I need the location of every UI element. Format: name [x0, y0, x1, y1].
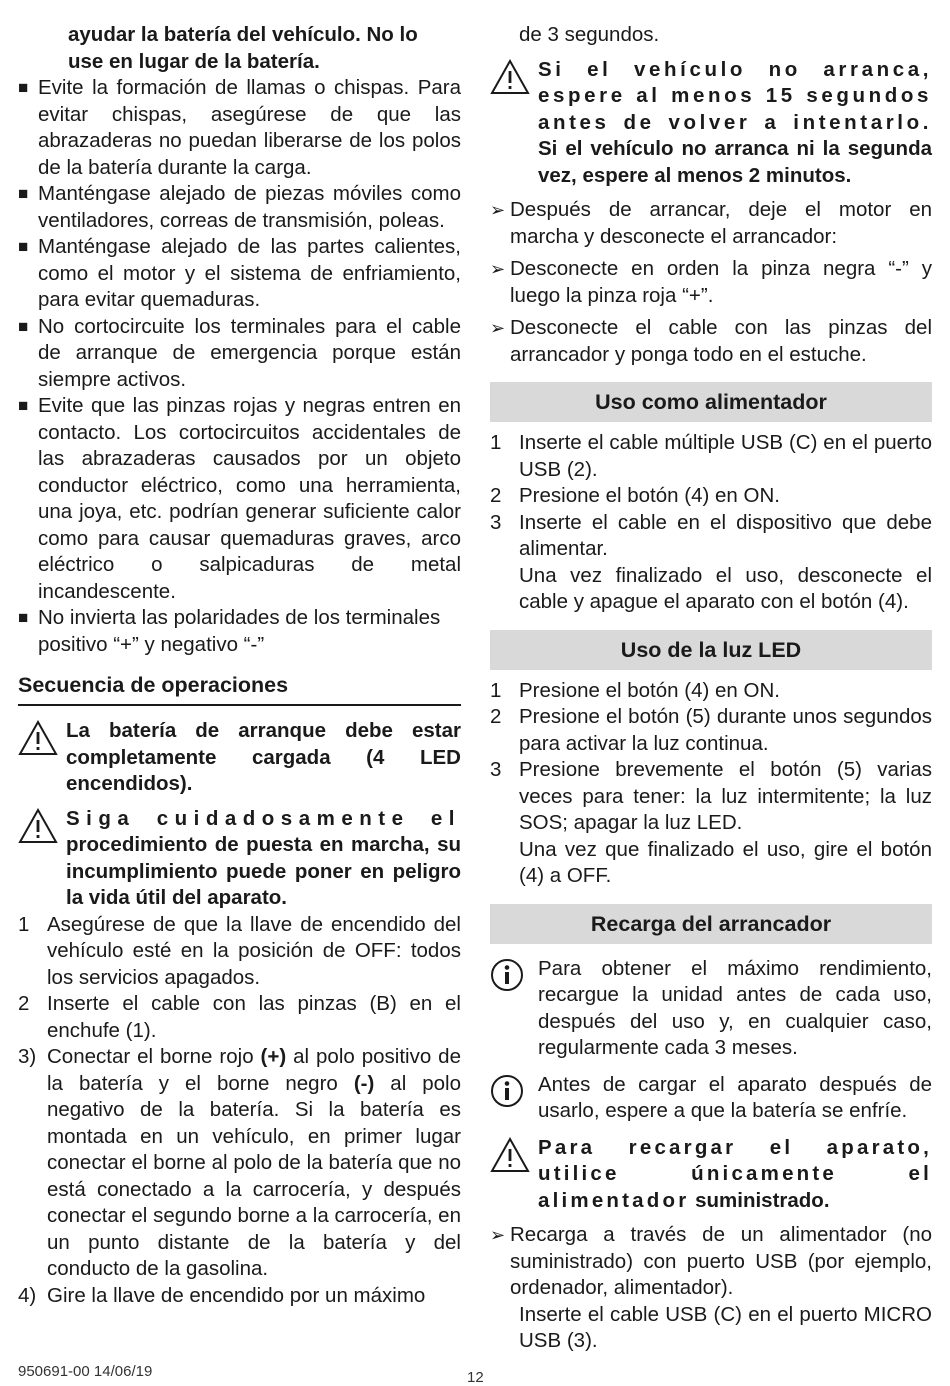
- arrow-bullet-icon: ➢: [490, 259, 506, 279]
- warning-triangle-icon: [490, 1135, 538, 1215]
- warning-block: Siga cuidadosamente el procedimiento de puesta en marcha, su incumplimiento puede poner en peligro la vida útil del aparato.: [18, 806, 461, 912]
- square-bullet-icon: ■: [18, 396, 29, 415]
- section-header-power-supply: Uso como alimentador: [490, 382, 932, 422]
- section-header-led-light: Uso de la luz LED: [490, 630, 932, 670]
- info-icon: [490, 956, 538, 1062]
- warning-block: Para recargar el aparato, utilice únicamente el alimentador suministrado.: [490, 1135, 932, 1215]
- intro-warning-tail: [68, 22, 461, 75]
- arrow-bullet-icon: ➢: [490, 200, 506, 220]
- square-bullet-icon: ■: [18, 316, 29, 336]
- arrow-bullet-icon: ➢: [490, 318, 506, 338]
- warning-triangle-icon: [18, 718, 66, 798]
- warning-triangle-icon: [18, 806, 66, 912]
- document-code: 950691-00 14/06/19: [18, 1363, 153, 1380]
- info-icon: [490, 1072, 538, 1125]
- safety-bullet: ■ No invierta las polaridades de los terminales positivo “+” y negativo “-”: [18, 605, 461, 658]
- right-column: [490, 22, 932, 1355]
- step-item: 4) Gire la llave de encendido por un máximo: [18, 1283, 426, 1307]
- note-text: Una vez finalizado el uso, desconecte el cable y apague el aparato con el botón (4).: [519, 563, 932, 613]
- info-block: Para obtener el máximo rendimiento, recargue la unidad antes de cada uso, después del uso y, en cualquier caso, regularmente cada 3 meses.: [490, 956, 932, 1062]
- step-item: 3 Inserte el cable en el dispositivo que debe alimentar.: [490, 510, 932, 560]
- arrow-item: ➢ Recarga a través de un alimentador (no suministrado) con puerto USB (por ejemplo, ordenador, alimentador).: [490, 1222, 932, 1302]
- intro-line-2: use en lugar de la batería.: [68, 49, 320, 73]
- arrow-item: ➢ Desconecte el cable con las pinzas del arrancador y ponga todo en el estuche.: [490, 315, 932, 368]
- warning-block: Si el vehículo no arranca, espere al menos 15 segundos antes de volver a intentarlo. Si el vehículo no arranca ni la segunda vez, espere al menos 2 minutos.: [490, 57, 932, 190]
- continued-step-text: de 3 segundos.: [519, 23, 660, 46]
- step-item: 1 Asegúrese de que la llave de encendido del vehículo esté en la posición de OFF: todos los servicios apagados.: [18, 912, 461, 989]
- safety-bullet: ■ Manténgase alejado de piezas móviles como ventiladores, correas de transmisión, poleas.: [18, 181, 461, 234]
- square-bullet-icon: ■: [18, 78, 29, 97]
- step-item: 3 Presione brevemente el botón (5) varias veces para tener: la luz intermitente; la luz SOS; apagar la luz LED.: [490, 758, 932, 834]
- square-bullet-icon: ■: [18, 237, 29, 256]
- step-item: 2 Inserte el cable con las pinzas (B) en el enchufe (1).: [18, 992, 461, 1042]
- safety-bullet: ■ Evite la formación de llamas o chispas. Para evitar chispas, asegúrese de que las abrazaderas no puedan liberarse de los polos de la batería durante la carga.: [18, 75, 461, 181]
- safety-bullet: ■ Evite que las pinzas rojas y negras entren en contacto. Los cortocircuitos accidentales de las abrazaderas causados por un objeto conductor eléctrico, como una herramienta, una joya, etc. podrían generar suficiente calor como para causar quemaduras graves, arco eléctrico o salpicaduras de metal incandescente.: [18, 393, 461, 605]
- step-item: 2 Presione el botón (4) en ON.: [490, 484, 780, 507]
- safety-bullet: ■ Manténgase alejado de las partes calientes, como el motor y el sistema de enfriamiento, para evitar quemaduras.: [18, 234, 461, 314]
- section-title-operations: Secuencia de operaciones: [18, 670, 461, 706]
- arrow-item: ➢ Desconecte en orden la pinza negra “-” y luego la pinza roja “+”.: [490, 256, 932, 309]
- section-header-recharge: Recarga del arrancador: [490, 904, 932, 944]
- square-bullet-icon: ■: [18, 608, 29, 627]
- step-item: 2 Presione el botón (5) durante unos segundos para activar la luz continua.: [490, 705, 932, 755]
- info-block: Antes de cargar el aparato después de usarlo, espere a que la batería se enfríe.: [490, 1072, 932, 1125]
- page-number: 12: [467, 1369, 484, 1386]
- intro-line-1: ayudar la batería del vehículo. No lo: [68, 23, 418, 46]
- step-item: 1 Inserte el cable múltiple USB (C) en el puerto USB (2).: [490, 431, 932, 481]
- square-bullet-icon: ■: [18, 184, 29, 203]
- note-text: Inserte el cable USB (C) en el puerto MICRO USB (3).: [519, 1302, 932, 1352]
- note-text: Una vez que finalizado el uso, gire el botón (4) a OFF.: [519, 837, 932, 887]
- safety-bullet: ■ No cortocircuite los terminales para el cable de arranque de emergencia porque están siempre activos.: [18, 314, 461, 394]
- arrow-item: ➢ Después de arrancar, deje el motor en marcha y desconecte el arrancador:: [490, 197, 932, 250]
- arrow-bullet-icon: ➢: [490, 1225, 506, 1245]
- step-item: 1 Presione el botón (4) en ON.: [490, 678, 780, 702]
- left-column: [18, 22, 461, 1309]
- warning-triangle-icon: [490, 57, 538, 190]
- warning-block: La batería de arranque debe estar completamente cargada (4 LED encendidos).: [18, 718, 461, 798]
- step-item: 3) Conectar el borne rojo (+) al polo positivo de la batería y el borne negro (-) al polo negativo de la batería. Si la batería es montada en un vehículo, en primer lugar conectar el borne al polo de la batería que no está conectado a la carrocería, y después conectar el segundo borne a la carrocería, en un punto distante de la batería y del conducto de la gasolina.: [18, 1045, 461, 1280]
